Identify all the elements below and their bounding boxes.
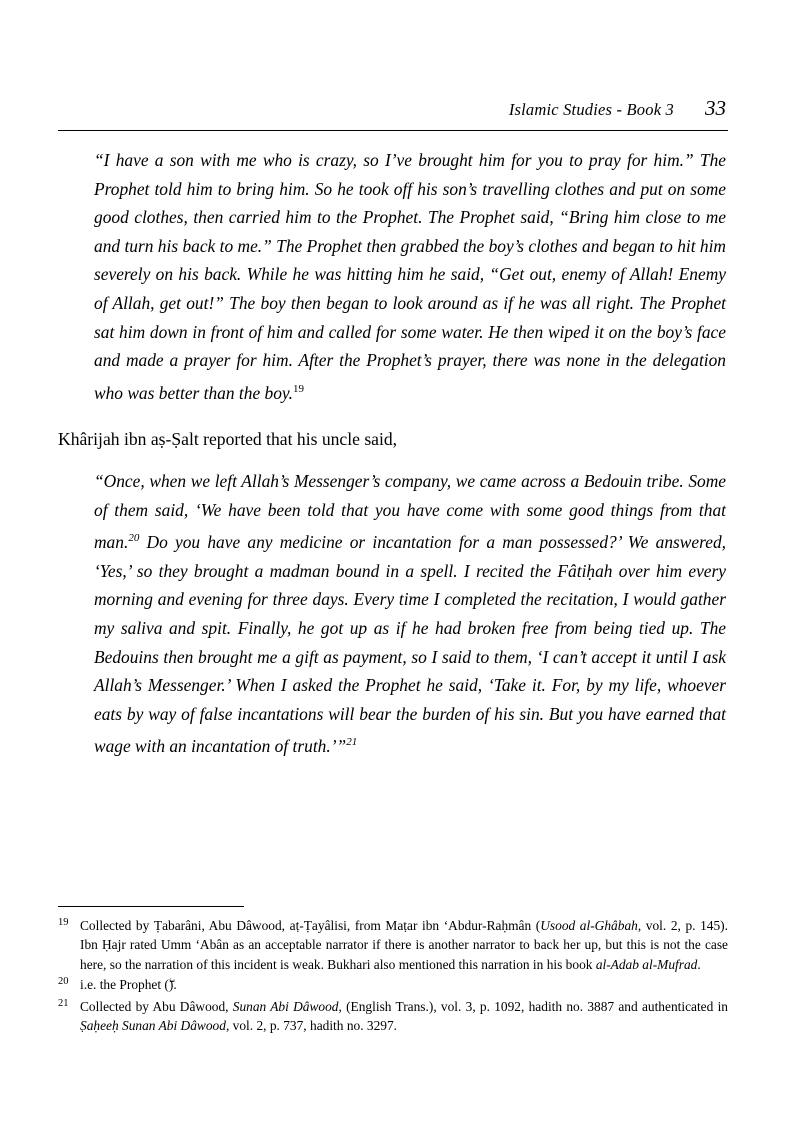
- footnote-ref-20: 20: [128, 532, 140, 545]
- quotation-2-text-part-1: “Once, when we left Allah’s Messenger’s company, we came across a Bedouin tribe. Some of them said, ‘We have been told that you have come with some good things from that man.: [94, 471, 726, 553]
- footnote-19: [58, 916, 728, 974]
- footnote-19-title-1: Usood al-Ghâbah: [540, 918, 638, 933]
- quotation-block-2: [94, 467, 726, 761]
- quotation-block-1: [94, 146, 726, 407]
- footnote-20: [58, 975, 728, 995]
- page-content: [58, 96, 728, 761]
- footnote-21-title-1: Sunan Abi Dâwood: [232, 998, 339, 1014]
- footnote-21-number: 21: [58, 997, 69, 1009]
- footnote-ref-19: 19: [293, 382, 305, 395]
- quotation-2-text-part-2: Do you have any medicine or incantation for a man possessed?’ We answered, ‘Yes,’ so they brought a madman bound in a spell. I recited the Fâtiḥah over him every morning and evening for three days. Every time I completed the recitation, I would gather my saliva and spit. Finally, he got up as if he had broken free from being tied up. The Bedouins then brought me a gift as payment, so I said to them, ‘I can’t accept it until I ask Allah’s Messenger.’ When I asked the Prophet he said, ‘Take it. For, by my life, whoever eats by way of false incantations will bear the burden of his sin. But you have earned that wage with an incantation of truth.’”: [94, 532, 726, 757]
- page-header: [58, 96, 728, 121]
- header-divider: [58, 130, 728, 131]
- footnote-divider: [58, 906, 244, 907]
- footnote-19-text: Collected by Ṭabarâni, Abu Dâwood, aṭ-Ṭayâlisi, from Maṭar ibn ‘Abdur-Raḥmân (Usood al-Ghâbah, vol. 2, p. 145). Ibn Ḥajr rated Umm ‘Abân as an acceptable narrator if there is another narrator to back her up, but this is not the case here, so the narration of this incident is weak. Bukhari also mentioned this narration in his book al-Adab al-Mufrad.: [80, 918, 728, 972]
- footnote-20-number: 20: [58, 976, 69, 988]
- book-title: Islamic Studies - Book 3: [508, 100, 674, 119]
- narrator-line: Khârijah ibn aṣ-Ṣalt reported that his uncle said,: [58, 429, 398, 450]
- footnote-ref-21: 21: [346, 736, 358, 749]
- footnote-21-title-2: Ṣaḥeeḥ Sunan Abi Dâwood: [80, 1018, 226, 1034]
- footnote-19-title-2: al-Adab al-Mufrad: [595, 956, 698, 972]
- footnote-21: [58, 997, 728, 1036]
- footnote-21-text: Collected by Abu Dâwood, Sunan Abi Dâwood, (English Trans.), vol. 3, p. 1092, hadith no. 3887 and authenticated in Ṣaḥeeḥ Sunan Abi Dâwood, vol. 2, p. 737, hadith no. 3297.: [80, 998, 728, 1034]
- footnote-19-number: 19: [58, 917, 69, 928]
- footnote-area: [58, 906, 728, 1036]
- footnote-20-text: i.e. the Prophet ().: [80, 977, 177, 993]
- quotation-1-text: “I have a son with me who is crazy, so I’ve brought him for you to pray for him.” The Prophet told him to bring him. So he took off his son’s travelling clothes and put on some good clothes, then carried him to the Prophet. The Prophet said, “Bring him close to me and turn his back to me.” The Prophet then grabbed the boy’s clothes and began to hit him severely on his back. While he was hitting him he said, “Get out, enemy of Allah! Enemy of Allah, get out!” The boy then began to look around as if he was all right. The Prophet sat him down in front of him and called for some water. He then wiped it on the boy’s face and made a prayer for him. After the Prophet’s prayer, there was none in the delegation who was better than the boy.: [94, 150, 726, 403]
- page-number: 33: [705, 96, 726, 120]
